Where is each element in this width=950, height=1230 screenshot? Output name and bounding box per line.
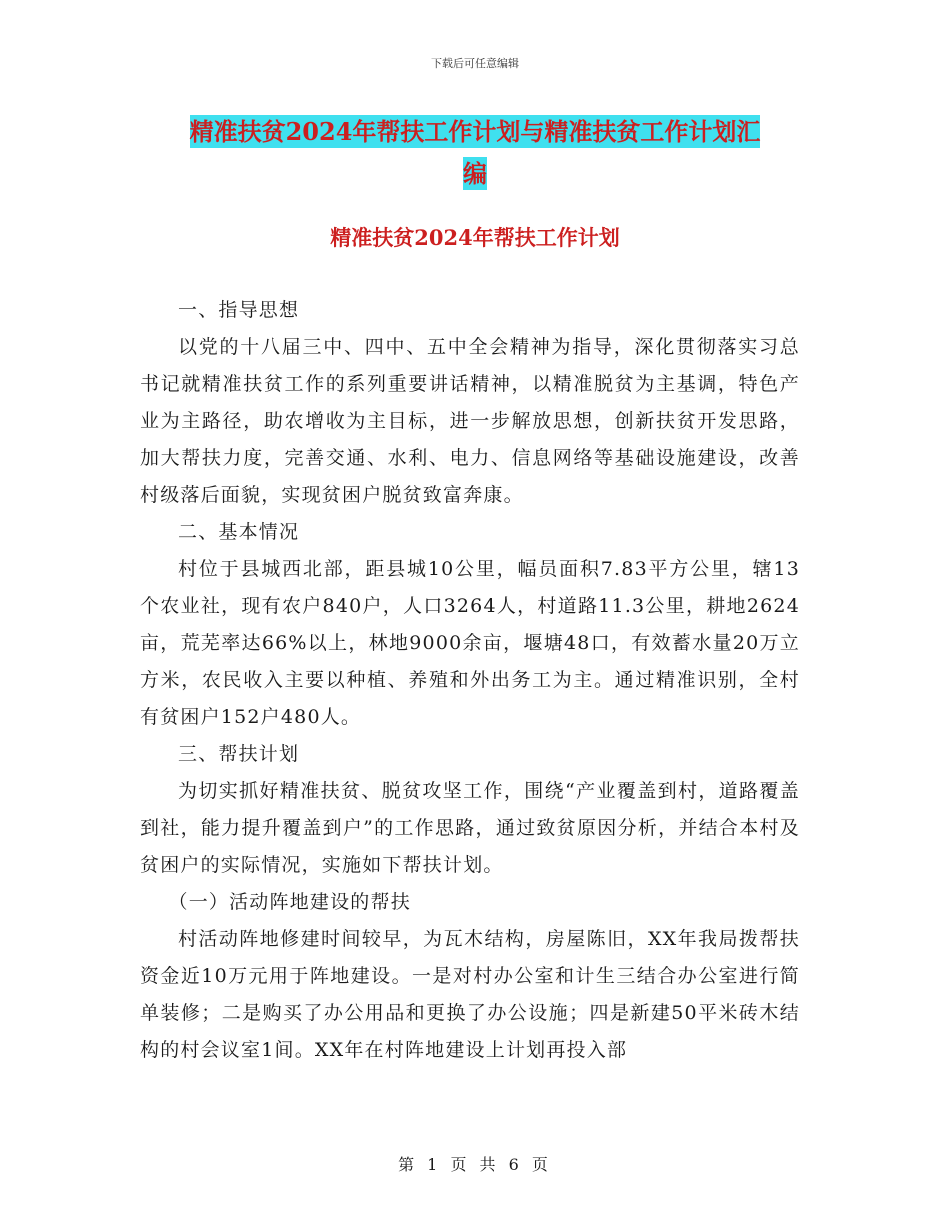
- paragraph-activity-site: 村活动阵地修建时间较早，为瓦木结构，房屋陈旧，XX年我局拨帮扶资金近10万元用于阵地建设。一是对村办公室和计生三结合办公室进行简单装修；二是购买了办公用品和更换了办公设施；四是新建50平米砖木结构的村会议室1间。XX年在村阵地建设上计划再投入部: [140, 928, 800, 1061]
- paragraph-basic-situation: 村位于县城西北部，距县城10公里，幅员面积7.83平方公里，辖13个农业社，现有农户840户，人口3264人，村道路11.3公里，耕地2624亩，荒芜率达66%以上，林地9000余亩，堰塘48口，有效蓄水量20万立方米，农民收入主要以种植、养殖和外出务工为主。通过精准识别，全村有贫困户152户480人。: [140, 558, 800, 728]
- heading-guiding-ideology: 一、指导思想: [178, 299, 300, 321]
- document-title-line1: 精准扶贫2024年帮扶工作计划与精准扶贫工作计划汇: [189, 117, 761, 146]
- heading-activity-site: （一）活动阵地建设的帮扶: [168, 891, 411, 913]
- heading-assistance-plan: 三、帮扶计划: [178, 743, 300, 765]
- paragraph-assistance-plan: 为切实抓好精准扶贫、脱贫攻坚工作，围绕“产业覆盖到村，道路覆盖到社，能力提升覆盖到户”的工作思路，通过致贫原因分析，并结合本村及贫困户的实际情况，实施如下帮扶计划。: [140, 780, 800, 876]
- document-title: [140, 111, 810, 195]
- section-title: 精准扶贫2024年帮扶工作计划: [330, 225, 620, 250]
- page-footer: 第 1 页 共 6 页: [398, 1155, 552, 1174]
- document-body: [140, 292, 800, 1069]
- heading-basic-situation: 二、基本情况: [178, 521, 300, 543]
- document-title-line2: 编: [463, 159, 487, 188]
- header-note: 下载后可任意编辑: [431, 57, 519, 70]
- paragraph-guiding-ideology: 以党的十八届三中、四中、五中全会精神为指导，深化贯彻落实习总书记就精准扶贫工作的系列重要讲话精神，以精准脱贫为主基调，特色产业为主路径，助农增收为主目标，进一步解放思想，创新扶贫开发思路，加大帮扶力度，完善交通、水利、电力、信息网络等基础设施建设，改善村级落后面貌，实现贫困户脱贫致富奔康。: [140, 336, 800, 506]
